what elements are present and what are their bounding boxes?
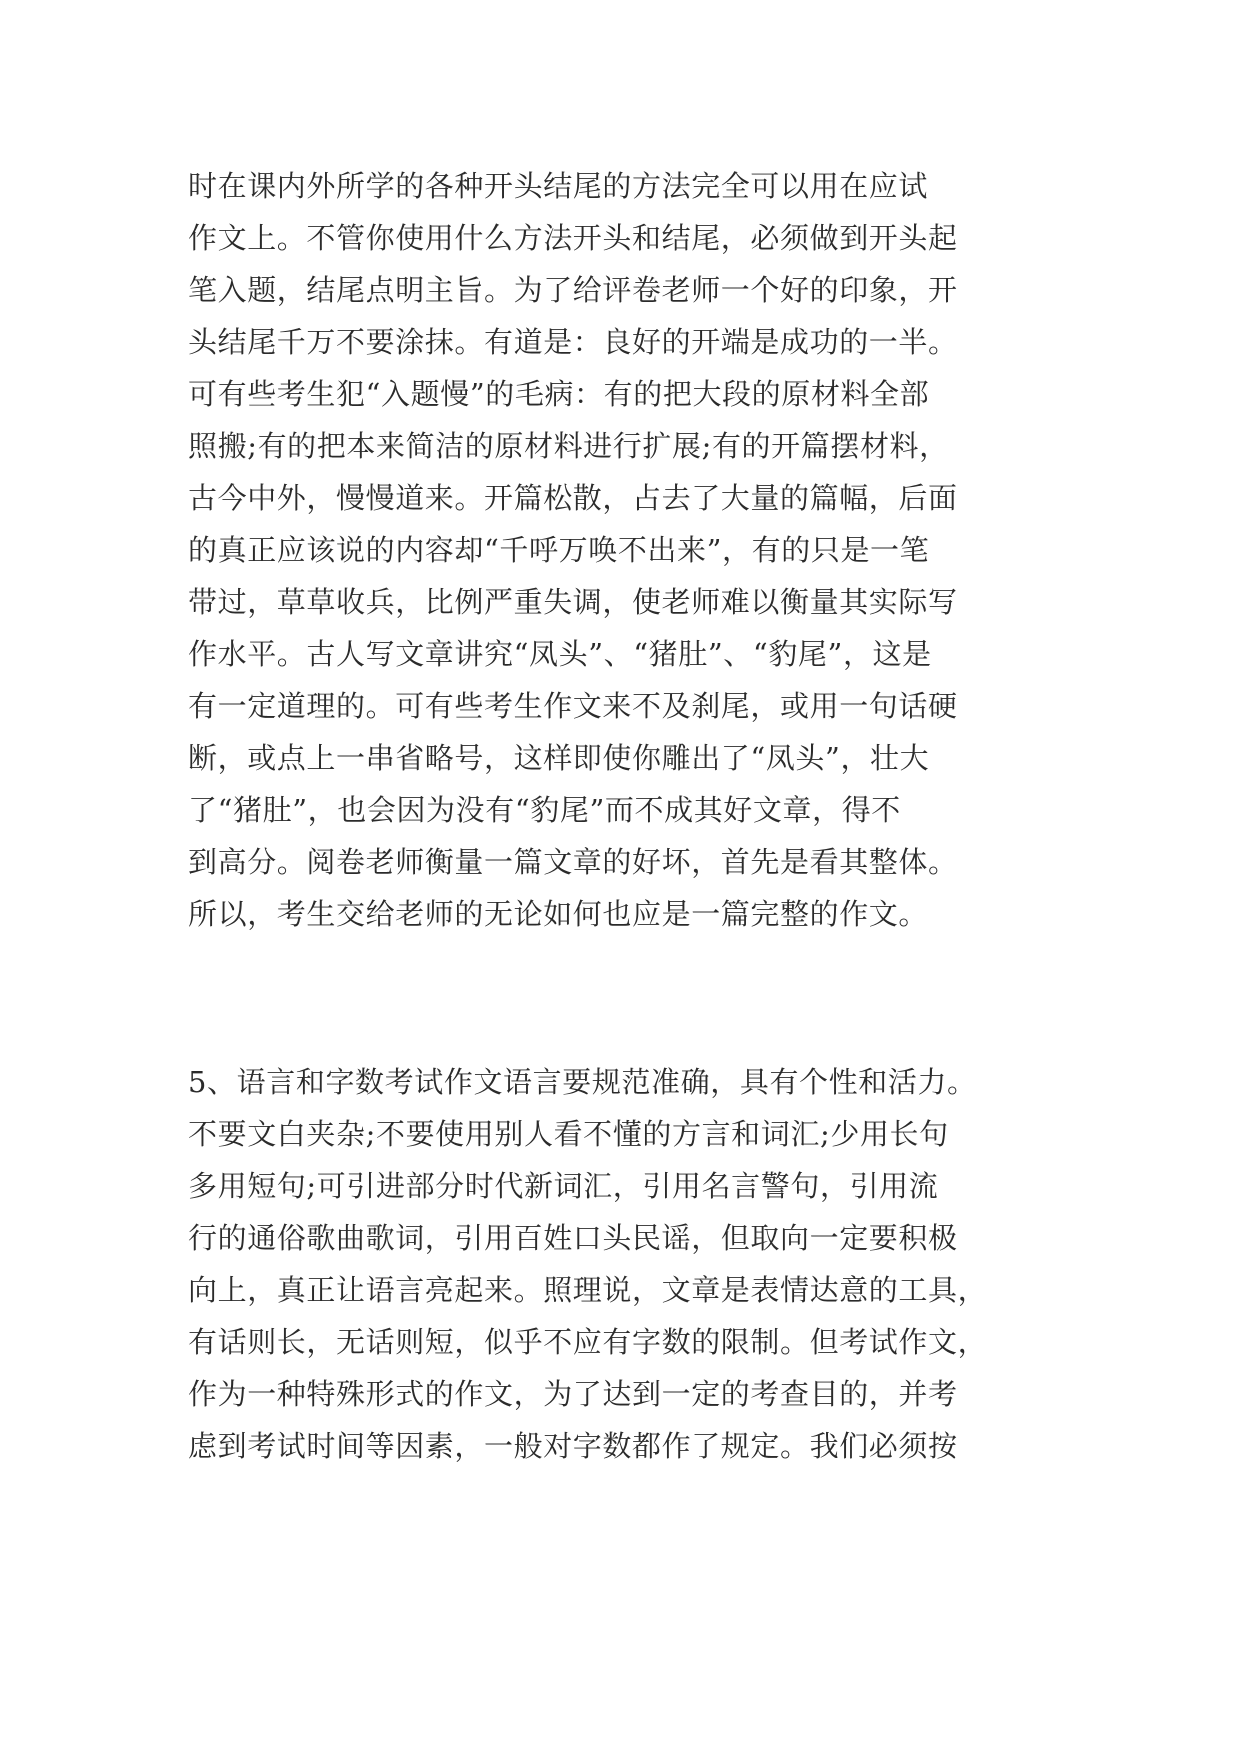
text-line: 作文上。不管你使用什么方法开头和结尾，必须做到开头起 — [188, 221, 958, 255]
text-line: 向上，真正让语言亮起来。照理说，文章是表情达意的工具， — [188, 1273, 988, 1307]
text-line: 到高分。阅卷老师衡量一篇文章的好坏，首先是看其整体。 — [188, 845, 958, 879]
text-line: 多用短句;可引进部分时代新词汇，引用名言警句，引用流 — [188, 1169, 939, 1203]
text-line: 了“猪肚”，也会因为没有“豹尾”而不成其好文章，得不 — [188, 793, 901, 827]
text-line: 5、语言和字数考试作文语言要规范准确，具有个性和活力。 — [188, 1065, 977, 1099]
text-line: 照搬;有的把本来简洁的原材料进行扩展;有的开篇摆材料， — [188, 429, 949, 463]
text-line: 作水平。古人写文章讲究“凤头”、“猪肚”、“豹尾”，这是 — [188, 637, 932, 671]
text-line: 笔入题，结尾点明主旨。为了给评卷老师一个好的印象，开 — [188, 273, 958, 307]
text-line: 可有些考生犯“入题慢”的毛病：有的把大段的原材料全部 — [188, 377, 930, 411]
text-line: 的真正应该说的内容却“千呼万唤不出来”，有的只是一笔 — [188, 533, 930, 567]
text-line: 所以，考生交给老师的无论如何也应是一篇完整的作文。 — [188, 897, 929, 931]
text-line: 古今中外，慢慢道来。开篇松散，占去了大量的篇幅，后面 — [188, 481, 958, 515]
text-line: 有一定道理的。可有些考生作文来不及刹尾，或用一句话硬 — [188, 689, 958, 723]
text-line: 头结尾千万不要涂抹。有道是：良好的开端是成功的一半。 — [188, 325, 958, 359]
text-line: 不要文白夹杂;不要使用别人看不懂的方言和词汇;少用长句 — [188, 1117, 949, 1151]
text-line: 虑到考试时间等因素，一般对字数都作了规定。我们必须按 — [188, 1429, 958, 1463]
text-line: 时在课内外所学的各种开头结尾的方法完全可以用在应试 — [188, 169, 929, 203]
text-line: 作为一种特殊形式的作文，为了达到一定的考查目的，并考 — [188, 1377, 958, 1411]
text-line: 行的通俗歌曲歌词，引用百姓口头民谣，但取向一定要积极 — [188, 1221, 958, 1255]
text-line: 断，或点上一串省略号，这样即使你雕出了“凤头”，壮大 — [188, 741, 930, 775]
text-line: 有话则长，无话则短，似乎不应有字数的限制。但考试作文， — [188, 1325, 988, 1359]
paragraph — [188, 1056, 1068, 1472]
text-line: 带过，草草收兵，比例严重失调，使老师难以衡量其实际写 — [188, 585, 958, 619]
paragraph — [188, 160, 1068, 940]
